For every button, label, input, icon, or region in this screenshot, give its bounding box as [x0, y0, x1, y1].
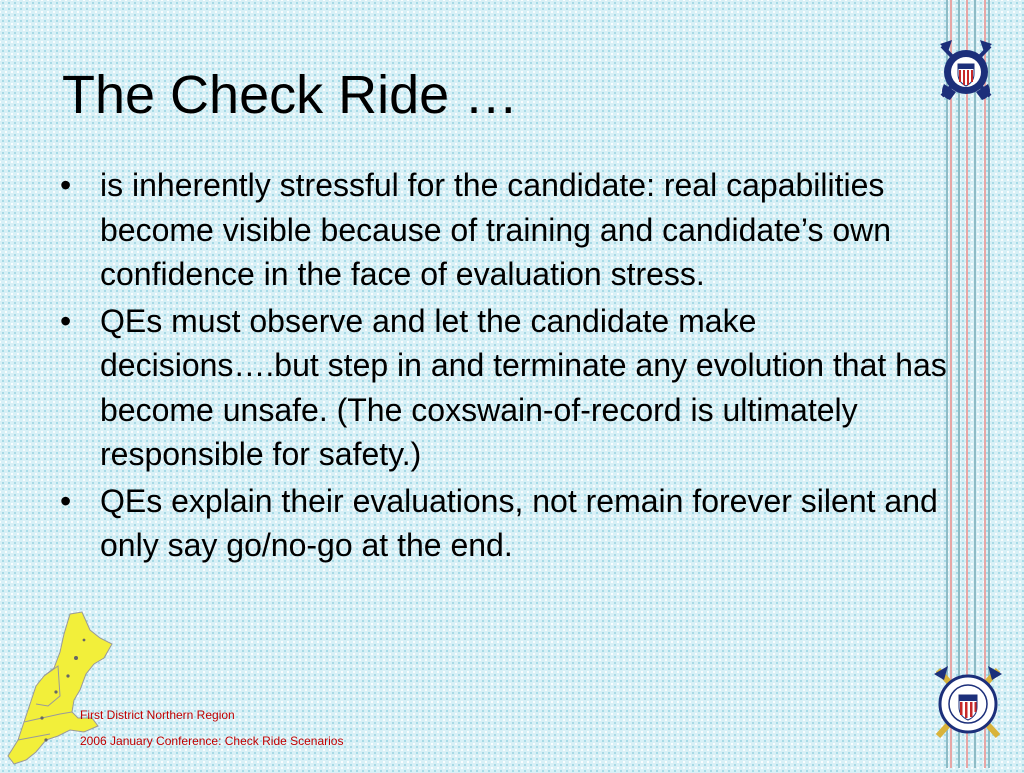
bullet-marker: • — [60, 302, 72, 339]
bullet-item — [60, 163, 965, 297]
footer-conference-label: 2006 January Conference: Check Ride Scenarios — [80, 734, 344, 748]
bullet-marker: • — [60, 167, 72, 203]
right-stripe-6 — [984, 0, 986, 768]
bullet-item — [60, 299, 965, 477]
coast-guard-seal-icon — [928, 662, 1008, 742]
bullet-text: is inherently stressful for the candidate: real capabilities become visible because of training and candidate’s own confidence in the face of evaluation stress. — [100, 167, 892, 292]
right-stripe-5 — [974, 0, 976, 768]
right-stripe-7 — [988, 0, 990, 768]
footer-region-label: First District Northern Region — [80, 708, 235, 722]
slide-title: The Check Ride … — [62, 65, 519, 125]
bullet-text: QEs must observe and let the candidate make decisions….but step in and terminate any evolution that has become unsafe. (The coxswain-of-record is ultimately responsible for safety.) — [100, 302, 947, 472]
bullet-text: QEs explain their evaluations, not remain forever silent and only say go/no-go at the end. — [100, 482, 938, 563]
bullet-item — [60, 479, 965, 568]
right-stripe-4 — [966, 0, 968, 768]
bullet-list — [60, 163, 965, 570]
bullet-marker: • — [60, 482, 72, 519]
auxiliary-emblem-icon — [930, 34, 1002, 106]
